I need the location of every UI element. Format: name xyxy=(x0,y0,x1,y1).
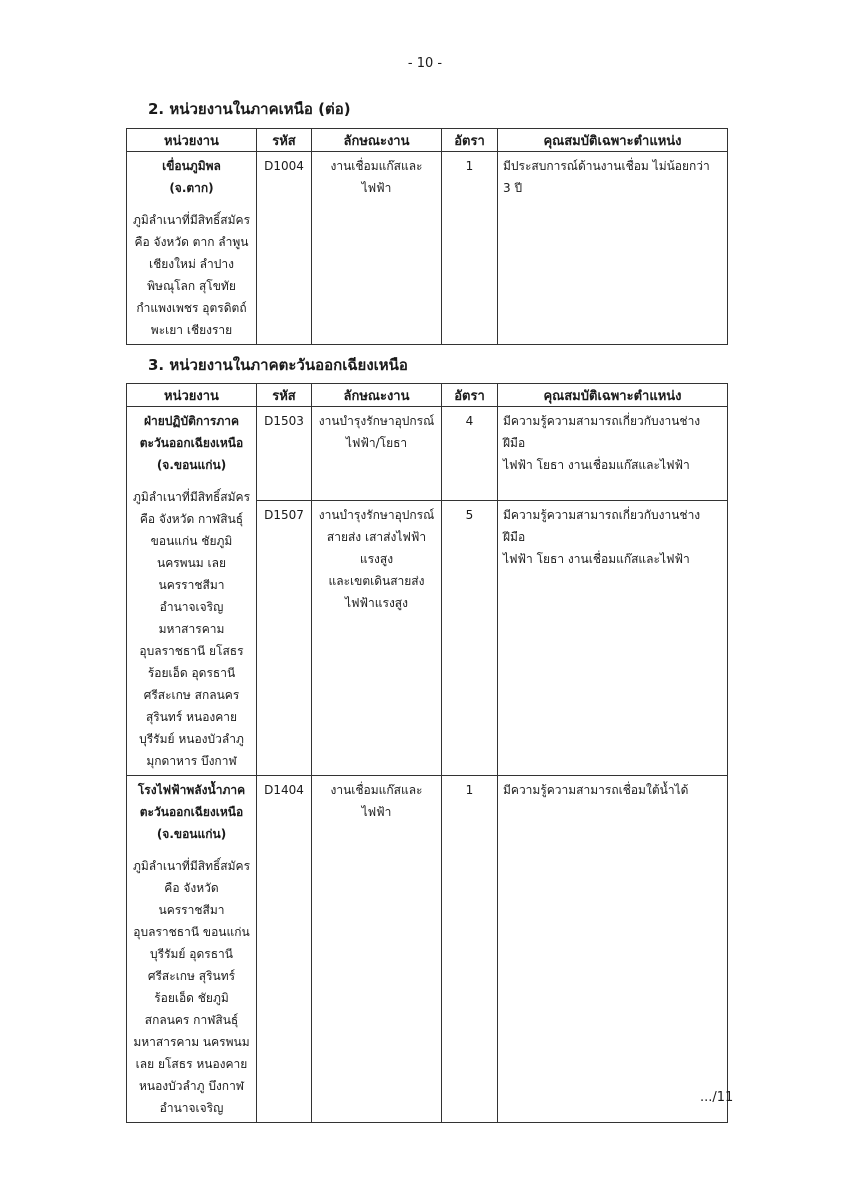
eligibility-line: ขอนแก่น ชัยภูมิ xyxy=(150,534,233,548)
eligibility-line: นครพนม เลย xyxy=(157,556,226,570)
job-nature xyxy=(312,776,442,1123)
job-code: D1507 xyxy=(257,501,312,776)
eligibility-line: ศรีสะเกษ สุรินทร์ xyxy=(147,969,236,983)
section-title-northeast: 3. หน่วยงานในภาคตะวันออกเฉียงเหนือ xyxy=(148,356,408,374)
eligibility-line: หนองบัวลำภู บึงกาฬ xyxy=(138,1079,245,1093)
eligibility-line: อำนาจเจริญ xyxy=(159,600,224,614)
job-code: D1503 xyxy=(257,407,312,501)
eligibility-line: นครราชสีมา xyxy=(158,578,225,592)
eligibility-line: คือ จังหวัด นครราชสีมา xyxy=(158,881,225,917)
eligibility-line: พะเยา เชียงราย xyxy=(150,323,233,337)
eligibility-line: คือ จังหวัด ตาก ลำพูน xyxy=(134,235,249,249)
job-code: D1404 xyxy=(257,776,312,1123)
job-nature xyxy=(312,501,442,776)
header-code: รหัส xyxy=(257,129,312,152)
unit-name-line: ฝ่ายปฏิบัติการภาค xyxy=(143,414,239,428)
job-rate: 5 xyxy=(442,501,498,776)
job-qualification xyxy=(498,152,728,345)
table-row xyxy=(127,407,728,501)
unit-name-line: ตะวันออกเฉียงเหนือ xyxy=(139,436,244,450)
unit-cell xyxy=(127,407,257,776)
header-nature: ลักษณะงาน xyxy=(312,384,442,407)
qualification-line: มีความรู้ความสามารถเกี่ยวกับงานช่างฝีมือ xyxy=(503,414,701,450)
unit-eligibility xyxy=(132,855,251,1119)
job-qualification xyxy=(498,407,728,501)
eligibility-line: อุบลราชธานี ขอนแก่น xyxy=(133,925,250,939)
job-qualification xyxy=(498,501,728,776)
table-north xyxy=(126,128,728,345)
eligibility-line: พิษณุโลก สุโขทัย xyxy=(147,279,236,293)
eligibility-line: มหาสารคาม นครพนม xyxy=(133,1035,250,1049)
eligibility-line: เลย ยโสธร หนองคาย xyxy=(135,1057,248,1071)
qualification-line: มีประสบการณ์ด้านงานเชื่อม ไม่น้อยกว่า xyxy=(503,159,710,173)
job-nature xyxy=(312,152,442,345)
page-number: - 10 - xyxy=(407,56,443,71)
unit-eligibility xyxy=(132,209,251,341)
table-northeast xyxy=(126,383,728,1123)
job-nature-line: งานบำรุงรักษาอุปกรณ์ xyxy=(318,508,435,523)
unit-cell xyxy=(127,776,257,1123)
job-nature-line: งานเชื่อมแก๊สและไฟฟ้า xyxy=(330,783,423,819)
job-rate: 1 xyxy=(442,776,498,1123)
unit-name: เขื่อนภูมิพล xyxy=(162,159,221,173)
eligibility-line: มหาสารคาม xyxy=(158,622,225,636)
unit-province: (จ.ขอนแก่น) xyxy=(156,458,227,472)
job-qualification xyxy=(498,776,728,1123)
job-nature-line: และเขตเดินสายส่ง xyxy=(328,574,425,589)
header-unit: หน่วยงาน xyxy=(127,384,257,407)
header-nature: ลักษณะงาน xyxy=(312,129,442,152)
qualification-line: มีความรู้ความสามารถเกี่ยวกับงานช่างฝีมือ xyxy=(503,508,701,545)
eligibility-line: บุรีรัมย์ อุดรธานี xyxy=(150,947,233,961)
eligibility-line: ภูมิลำเนาที่มีสิทธิ์สมัคร xyxy=(132,213,251,227)
qualification-line: ไฟฟ้า โยธา งานเชื่อมแก๊สและไฟฟ้า xyxy=(503,552,690,567)
table-header-row xyxy=(127,384,728,407)
eligibility-line: อุบลราชธานี ยโสธร xyxy=(139,644,244,658)
job-nature-line: สายส่ง เสาส่งไฟฟ้าแรงสูง xyxy=(326,530,427,567)
header-qualification: คุณสมบัติเฉพาะตำแหน่ง xyxy=(498,129,728,152)
eligibility-line: ร้อยเอ็ด อุดรธานี xyxy=(147,666,236,680)
unit-eligibility xyxy=(132,486,251,772)
eligibility-line: กำแพงเพชร อุตรดิตถ์ xyxy=(136,301,247,315)
header-code: รหัส xyxy=(257,384,312,407)
eligibility-line: ภูมิลำเนาที่มีสิทธิ์สมัคร xyxy=(132,859,251,873)
eligibility-line: บุรีรัมย์ หนองบัวลำภู xyxy=(139,732,244,746)
table-header-row xyxy=(127,129,728,152)
eligibility-line: เชียงใหม่ ลำปาง xyxy=(149,257,234,271)
header-qualification: คุณสมบัติเฉพาะตำแหน่ง xyxy=(498,384,728,407)
job-rate: 4 xyxy=(442,407,498,501)
qualification-line: 3 ปี xyxy=(503,181,523,195)
header-rate: อัตรา xyxy=(442,129,498,152)
unit-name-line: ตะวันออกเฉียงเหนือ xyxy=(139,805,244,819)
job-nature-line: งานบำรุงรักษาอุปกรณ์ xyxy=(318,414,435,428)
job-code: D1004 xyxy=(257,152,312,345)
qualification-line: มีความรู้ความสามารถเชื่อมใต้น้ำได้ xyxy=(503,783,689,797)
header-rate: อัตรา xyxy=(442,384,498,407)
qualification-line: ไฟฟ้า โยธา งานเชื่อมแก๊สและไฟฟ้า xyxy=(503,458,690,472)
job-nature xyxy=(312,407,442,501)
unit-name-line: โรงไฟฟ้าพลังน้ำภาค xyxy=(137,783,246,797)
eligibility-line: คือ จังหวัด กาฬสินธุ์ xyxy=(139,512,244,526)
eligibility-line: ศรีสะเกษ สกลนคร xyxy=(143,688,240,702)
section-title-north: 2. หน่วยงานในภาคเหนือ (ต่อ) xyxy=(148,100,351,118)
eligibility-line: ภูมิลำเนาที่มีสิทธิ์สมัคร xyxy=(132,490,251,504)
unit-cell xyxy=(127,152,257,345)
unit-province: (จ.ตาก) xyxy=(169,181,214,195)
job-nature-line: ไฟฟ้า/โยธา xyxy=(345,436,408,450)
job-rate: 1 xyxy=(442,152,498,345)
unit-province: (จ.ขอนแก่น) xyxy=(156,827,227,841)
eligibility-line: สกลนคร กาฬสินธุ์ xyxy=(144,1013,239,1027)
next-page-indicator: .../11 xyxy=(700,1090,734,1105)
eligibility-line: สุรินทร์ หนองคาย xyxy=(145,710,238,724)
job-nature-line: งานเชื่อมแก๊สและไฟฟ้า xyxy=(330,159,423,195)
eligibility-line: อำนาจเจริญ xyxy=(159,1101,224,1115)
table-row xyxy=(127,152,728,345)
table-row xyxy=(127,776,728,1123)
eligibility-line: มุกดาหาร บึงกาฬ xyxy=(146,754,237,768)
header-unit: หน่วยงาน xyxy=(127,129,257,152)
eligibility-line: ร้อยเอ็ด ชัยภูมิ xyxy=(154,991,229,1005)
job-nature-line: ไฟฟ้าแรงสูง xyxy=(345,596,408,611)
